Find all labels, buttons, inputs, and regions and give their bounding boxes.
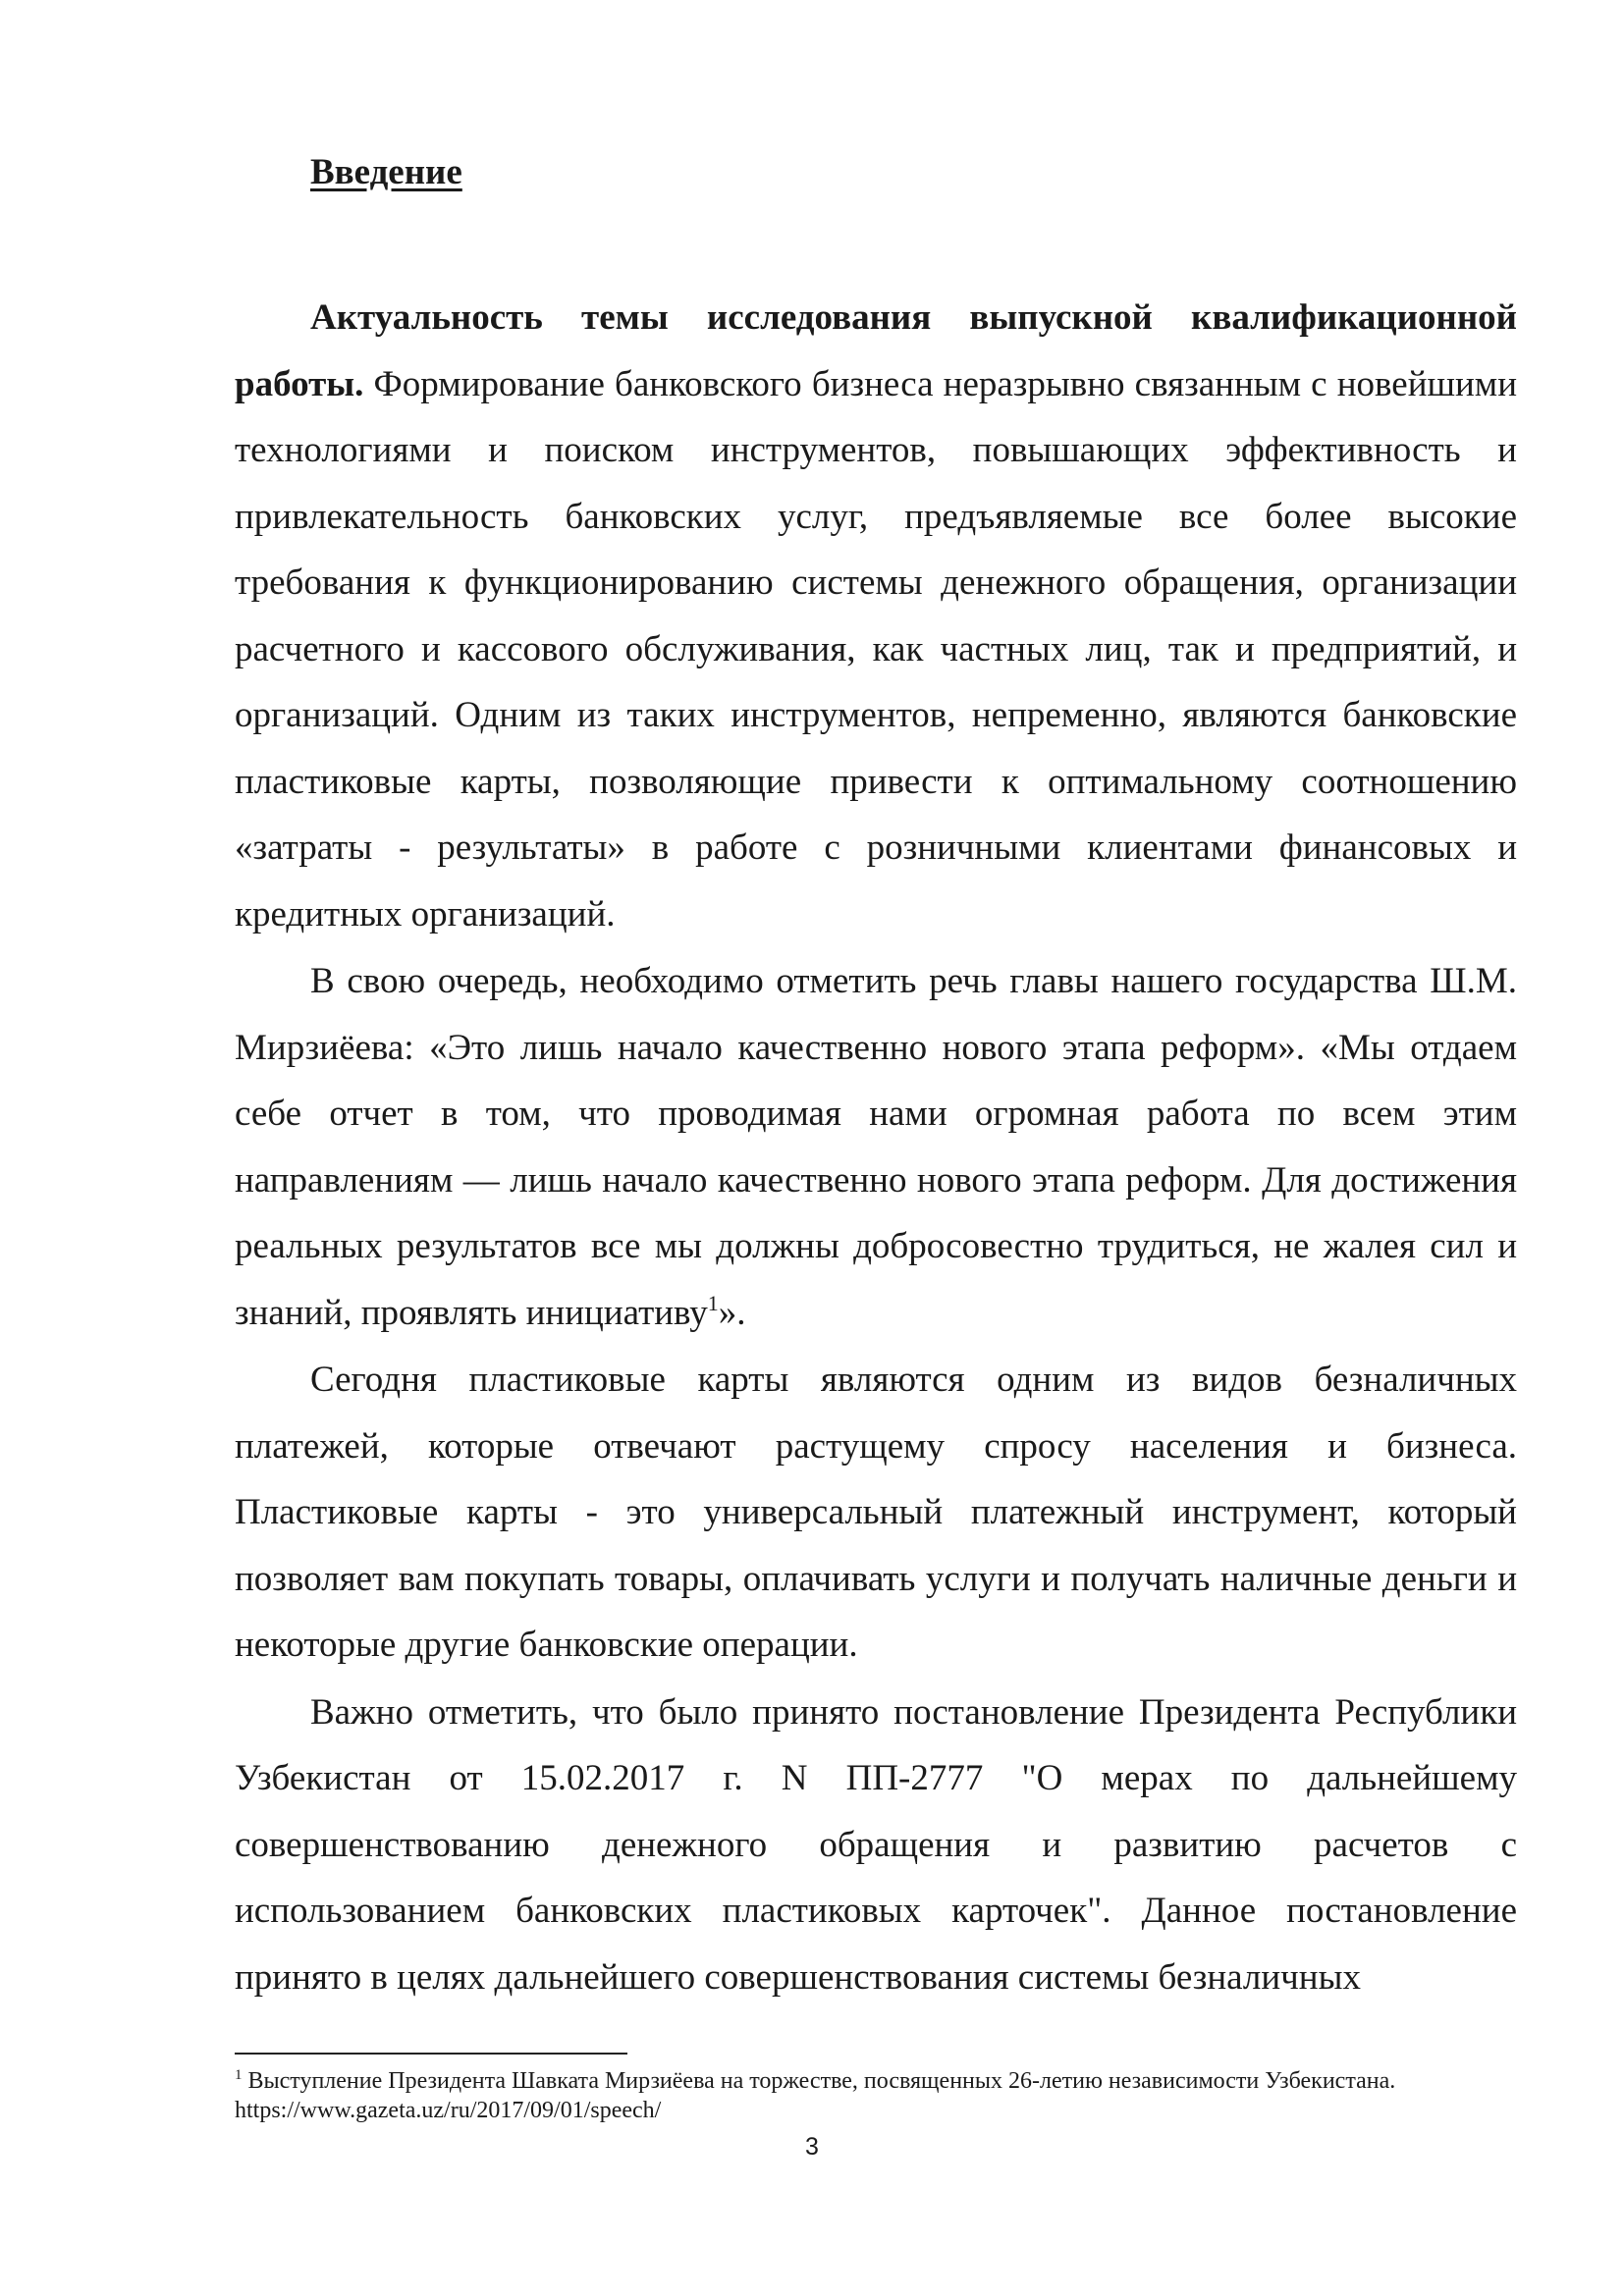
quote-closing: ». (718, 1292, 746, 1333)
page-title: Введение (310, 152, 462, 192)
paragraph-resolution: Важно отметить, что было принято постановление Президента Республики Узбекистан от 15.02.2017 г. N ПП-2777 "О мерах по дальнейшему совершенствованию денежного обращения и развитию расчетов с использованием банковских пластиковых карточек". Данное постановление принято в целях дальнейшего совершенствования системы безналичных (235, 1691, 1517, 1998)
footnote (235, 2066, 1517, 2125)
footnote-text: Выступление Президента Шавката Мирзиёева на торжестве, посвященных 26-летию независимости Узбекистана. https://www.gazeta.uz/ru/2017/09/01/speech/ (235, 2068, 1396, 2123)
page-number: 3 (805, 2133, 819, 2161)
footnote-separator (235, 2053, 627, 2055)
quote-text: В свою очередь, необходимо отметить речь главы нашего государства Ш.М. Мирзиёева: «Это лишь начало качественно нового этапа реформ». «Мы отдаем себе отчет в том, что проводимая нами огромная работа по всем этим направлениям — лишь начало качественно нового этапа реформ. Для достижения реальных результатов все мы должны добросовестно трудиться, не жалея сил и знаний, проявлять инициативу (235, 961, 1517, 1333)
relevance-text: Формирование банковского бизнеса неразрывно связанным с новейшими технологиями и поиском инструментов, повышающих эффективность и привлекательность банковских услуг, предъявляемые все более высокие требования к функционированию системы денежного обращения, организации расчетного и кассового обслуживания, как частных лиц, так и предприятий, и организаций. Одним из таких инструментов, непременно, являются банковские пластиковые карты, позволяющие привести к оптимальному соотношению «затраты - результаты» в работе с розничными клиентами финансовых и кредитных организаций. (235, 363, 1517, 934)
body-text (235, 285, 1517, 2010)
relevance-bold-lead: Актуальность темы исследования выпускной квалификационной работы. (235, 297, 1517, 404)
paragraph-quote (235, 948, 1517, 1346)
footnote-reference[interactable]: 1 (707, 1290, 719, 1315)
footnote-mark: 1 (235, 2067, 243, 2083)
paragraph-relevance (235, 285, 1517, 947)
paragraph-plastic-cards: Сегодня пластиковые карты являются одним из видов безналичных платежей, которые отвечают растущему спросу населения и бизнеса. Пластиковые карты - это универсальный платежный инструмент, который позволяет вам покупать товары, оплачивать услуги и получать наличные деньги и некоторые другие банковские операции. (235, 1360, 1517, 1665)
